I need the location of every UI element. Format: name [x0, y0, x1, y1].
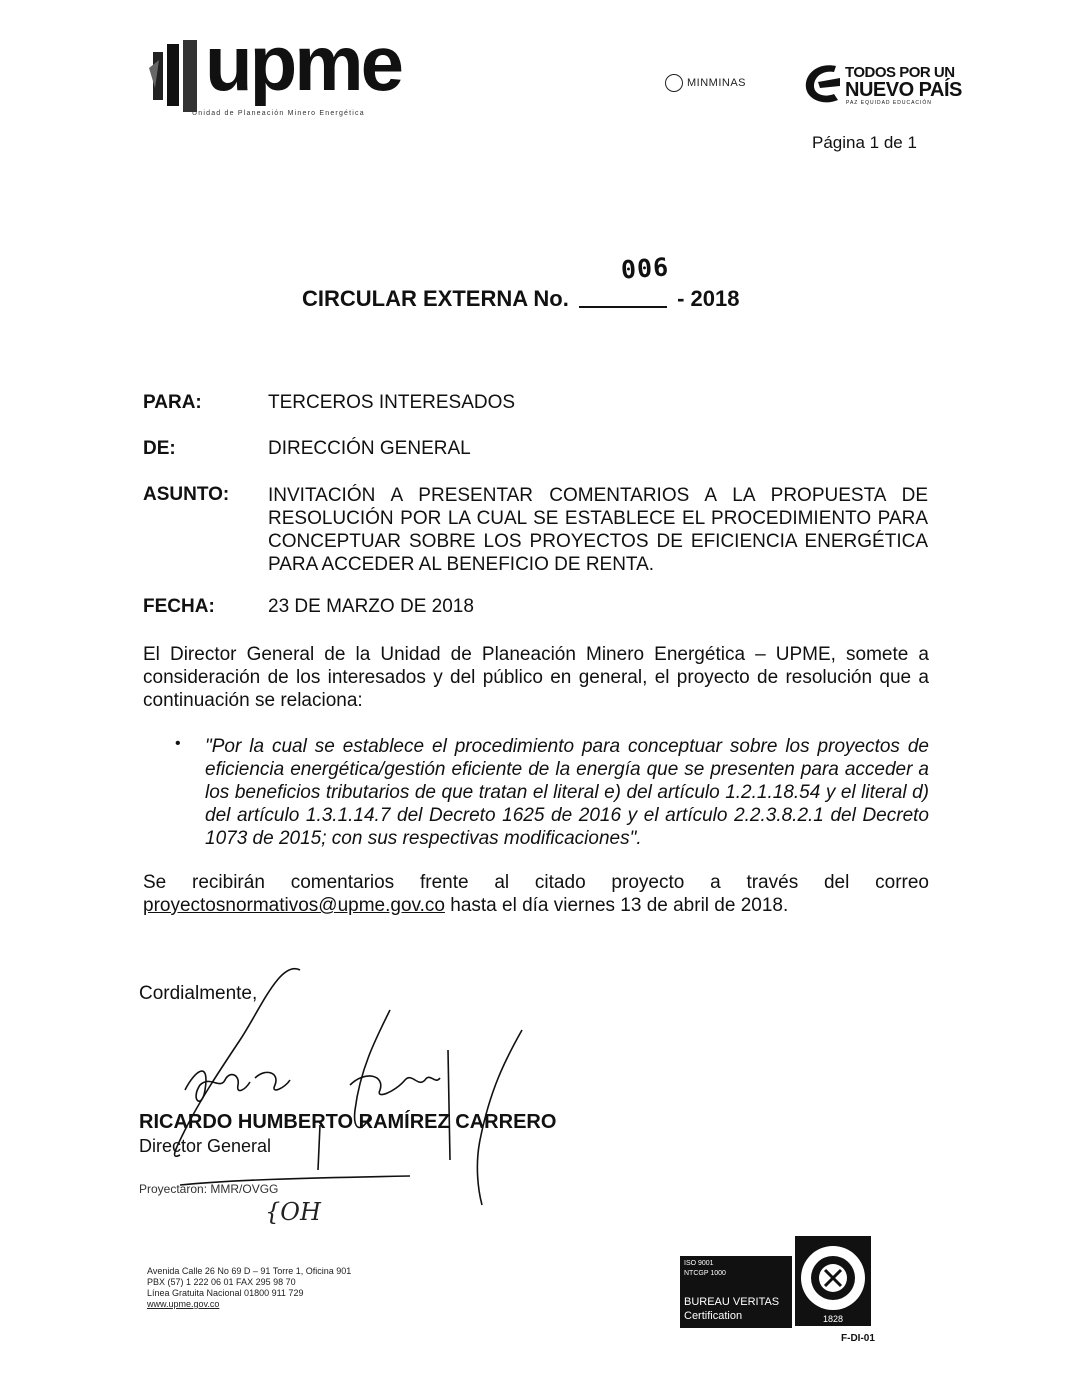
asunto-value: INVITACIÓN A PRESENTAR COMENTARIOS A LA PROPUESTA DE RESOLUCIÓN POR LA CUAL SE ESTABLECE EL PROCEDIMIENTO PARA CONCEPTUAR SOBRE LOS PROYECTOS DE EFICIENCIA ENERGÉTICA PARA ACCEDER AL BENEFICIO DE RENTA.: [268, 485, 928, 575]
colombia-seal-icon: [665, 74, 683, 92]
footer-address: [147, 1266, 351, 1310]
todos-por-un-nuevo-pais-logo-icon: [800, 60, 842, 106]
de-value: DIRECCIÓN GENERAL: [268, 438, 471, 459]
ministry-name: MINMINAS: [687, 76, 746, 89]
circular-number-blank: [579, 286, 667, 308]
slogan-line-3: PAZ EQUIDAD EDUCACIÓN: [846, 100, 932, 106]
address-line-1: Avenida Calle 26 No 69 D – 91 Torre 1, Oficina 901: [147, 1266, 352, 1276]
bureau-veritas-seal-icon: [795, 1236, 871, 1326]
slogan-line-2: NUEVO PAÍS: [845, 79, 962, 101]
cert-ntcgp: NTCGP 1000: [684, 1270, 726, 1277]
upme-logo-tagline: Unidad de Planeación Minero Energética: [192, 110, 365, 117]
slogan-line-1: TODOS POR UN: [845, 64, 955, 81]
circular-number-stamp: 006: [620, 252, 671, 285]
bullet-marker: •: [175, 735, 181, 752]
cert-label: Certification: [684, 1310, 743, 1322]
cert-bureau: BUREAU VERITAS: [684, 1296, 780, 1308]
circular-title-prefix: CIRCULAR EXTERNA No.: [302, 286, 569, 311]
iso-certification-badge: [680, 1256, 792, 1328]
intro-paragraph: El Director General de la Unidad de Planeación Minero Energética – UPME, somete a consideración de los interesados y del público en general, el proyecto de resolución que a continuación se relaciona:: [143, 644, 929, 711]
closing-paragraph: [143, 871, 929, 917]
para-label: PARA:: [143, 392, 202, 413]
closing-text-before: Se recibirán comentarios frente al citado proyecto a través del correo: [143, 872, 929, 893]
fecha-value: 23 DE MARZO DE 2018: [268, 596, 474, 617]
handwritten-signature: [150, 950, 570, 1230]
bv-seal-year: 1828: [822, 1314, 844, 1324]
upme-logo-text: upme: [205, 19, 402, 107]
closing-text-after: hasta el día viernes 13 de abril de 2018.: [444, 895, 789, 916]
handwritten-initials: {OH: [265, 1198, 321, 1226]
website-link[interactable]: www.upme.gov.co: [147, 1299, 220, 1309]
address-line-3: Línea Gratuita Nacional 01800 911 729: [147, 1288, 304, 1298]
resolution-quote: "Por la cual se establece el procedimiento para conceptuar sobre los proyectos de eficiencia energética/gestión eficiente de la energía que se presenten para acceder a los beneficios tributarios de que tratan el literal e) del artículo 1.2.1.18.54 y el literal d) del artículo 1.3.1.14.7 del Decreto 1625 de 2016 y el artículo 2.2.3.8.2.1 del Decreto 1073 de 2015; con sus respectivas modificaciones".: [205, 736, 929, 849]
address-line-2: PBX (57) 1 222 06 01 FAX 295 98 70: [147, 1277, 296, 1287]
fecha-label: FECHA:: [143, 596, 215, 617]
circular-title: [302, 286, 740, 312]
signer-name: RICARDO HUMBERTO RAMÍREZ CARRERO: [139, 1111, 557, 1133]
de-label: DE:: [143, 438, 176, 459]
para-value: TERCEROS INTERESADOS: [268, 392, 516, 413]
signer-title: Director General: [139, 1136, 272, 1156]
email-link[interactable]: proyectosnormativos@upme.gov.co: [143, 895, 445, 916]
page-indicator: Página 1 de 1: [812, 133, 917, 152]
asunto-label: ASUNTO:: [143, 484, 230, 505]
projected-by-note: Proyectaron: MMR/OVGG: [139, 1182, 279, 1196]
circular-title-year: - 2018: [677, 286, 740, 311]
salutation: Cordialmente,: [139, 983, 258, 1004]
cert-iso: ISO 9001: [684, 1260, 714, 1267]
upme-logo-mark: [145, 38, 203, 116]
form-code: F-DI-01: [841, 1333, 875, 1344]
minminas-logo: [665, 74, 746, 92]
